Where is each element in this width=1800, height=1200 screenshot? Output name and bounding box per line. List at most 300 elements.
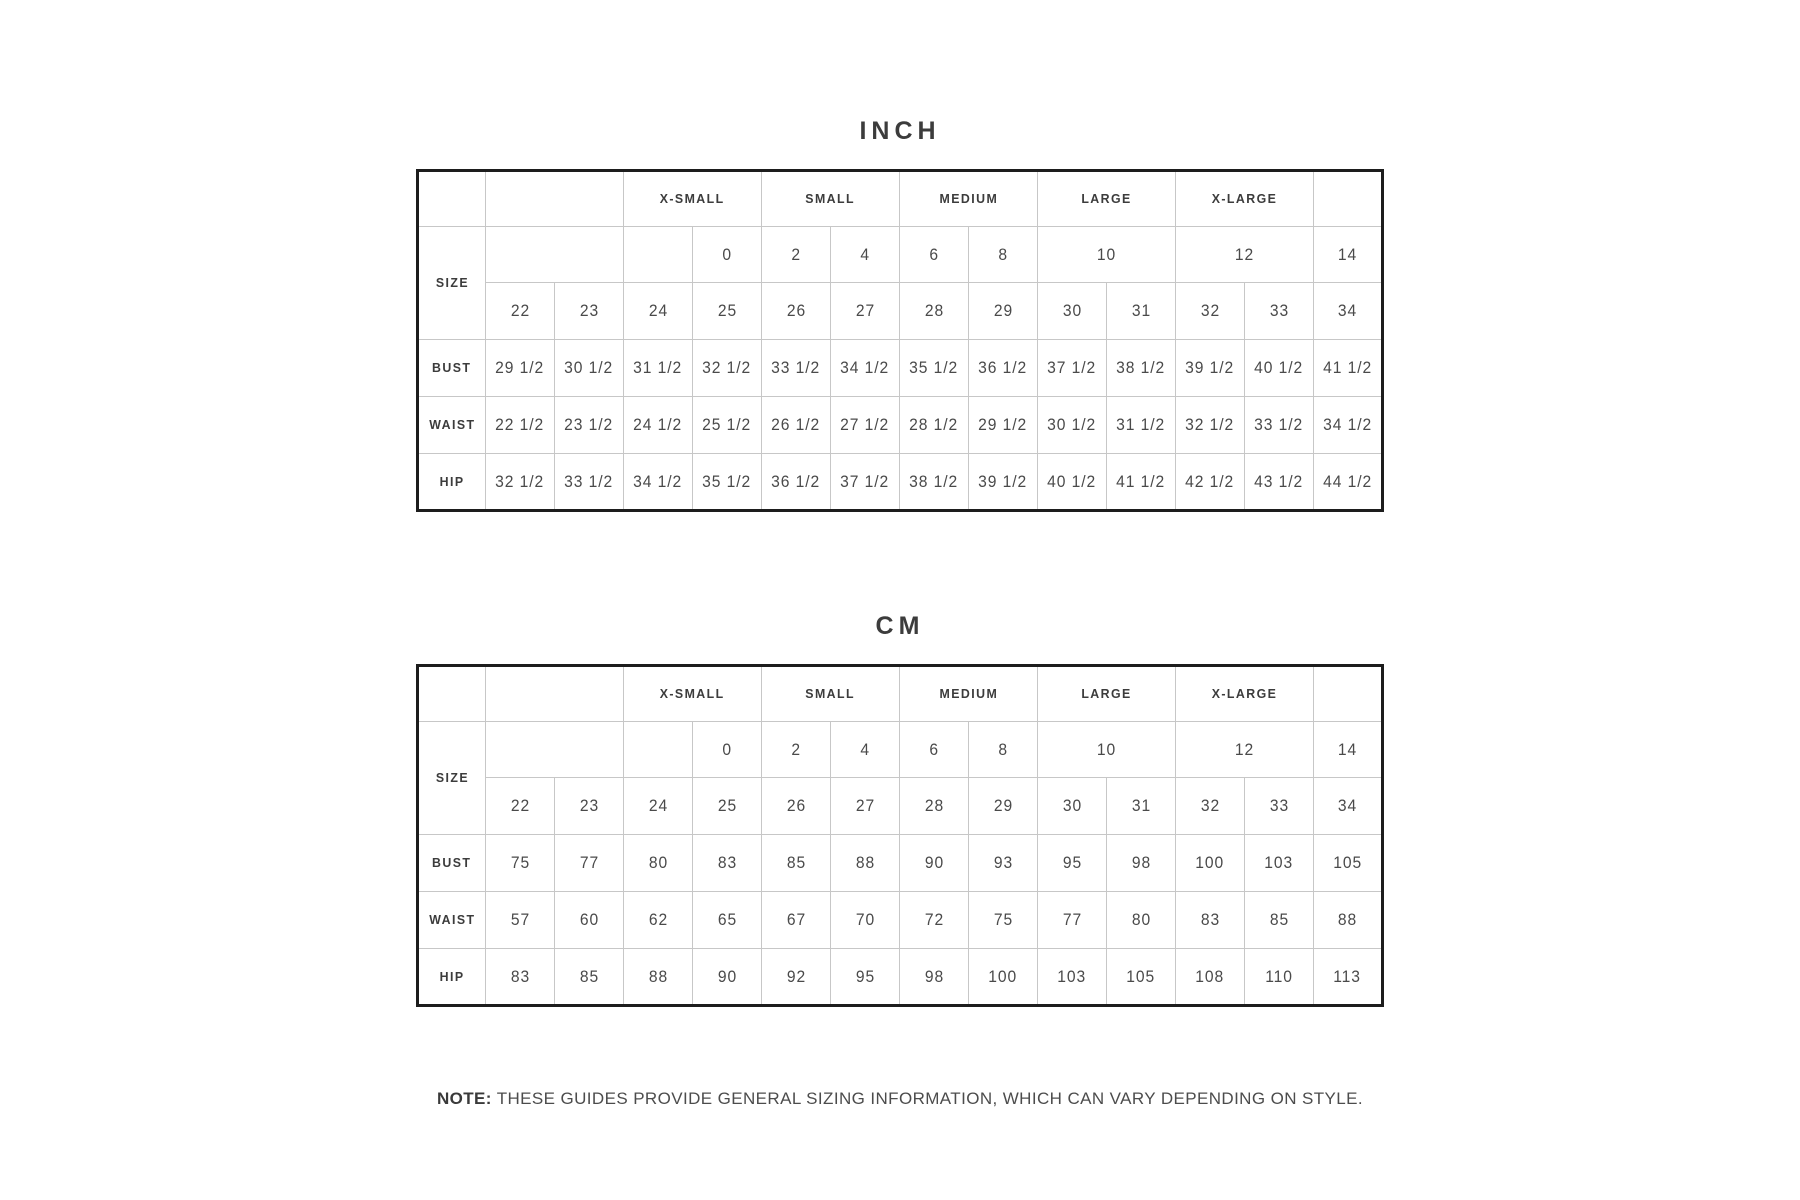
measure-value-cell — [1107, 397, 1176, 454]
measure-value-cell-text: 88 — [855, 853, 875, 872]
us-size-cell — [900, 227, 969, 283]
measure-value-cell-text: 90 — [717, 966, 737, 986]
measure-value-cell — [1038, 892, 1107, 949]
measure-value-cell — [693, 949, 762, 1006]
measure-value-cell-text: 38 1/2 — [909, 471, 959, 491]
measure-value-cell-text: 75 — [993, 910, 1013, 929]
measure-value-cell-text: 62 — [648, 910, 668, 929]
us-size-cell-text: 8 — [998, 244, 1008, 264]
measure-value-cell — [969, 892, 1038, 949]
numeric-size-cell-text: 33 — [1269, 796, 1289, 815]
numeric-size-cell-text: 29 — [993, 796, 1013, 815]
size-row-label-cell — [418, 227, 486, 340]
measure-value-cell — [1176, 835, 1245, 892]
us-size-cell-text: 10 — [1096, 739, 1117, 759]
numeric-size-cell-text: 25 — [717, 796, 737, 815]
measure-value-cell-text: 103 — [1264, 853, 1294, 872]
measure-value-cell — [762, 397, 831, 454]
us-size-cell — [693, 227, 762, 283]
measure-value-cell-text: 100 — [1195, 853, 1225, 872]
size-group-cell — [1038, 171, 1176, 227]
measure-value-cell-text: 88 — [648, 966, 668, 986]
measure-label-cell-text: BUST — [432, 360, 472, 375]
measure-value-cell — [831, 397, 900, 454]
measure-value-cell — [831, 454, 900, 511]
us-size-spacer-cell — [624, 227, 693, 283]
measure-value-cell-text: 85 — [1269, 910, 1289, 929]
measure-value-cell-text: 41 1/2 — [1116, 471, 1166, 491]
numeric-size-cell-text: 29 — [993, 301, 1013, 320]
numeric-size-cell — [486, 283, 555, 340]
corner-cell — [418, 171, 486, 227]
measure-value-cell-text: 22 1/2 — [495, 415, 545, 434]
measure-value-cell-text: 98 — [1131, 853, 1151, 872]
measure-value-cell — [900, 340, 969, 397]
measure-value-cell — [693, 835, 762, 892]
numeric-size-cell-text: 22 — [510, 301, 530, 320]
us-size-cell-text: 2 — [791, 244, 801, 264]
measure-value-cell — [1176, 340, 1245, 397]
measure-value-cell — [969, 949, 1038, 1006]
measure-value-cell — [486, 397, 555, 454]
measure-value-cell — [1245, 892, 1314, 949]
numeric-size-cell — [900, 778, 969, 835]
measure-value-cell-text: 80 — [1131, 910, 1151, 929]
size-group-cell — [624, 666, 762, 722]
numeric-size-cell — [624, 778, 693, 835]
table-row — [418, 892, 1383, 949]
measure-label-cell — [418, 397, 486, 454]
numeric-size-cell — [1038, 778, 1107, 835]
sizing-note-label: NOTE: — [436, 1089, 492, 1108]
measure-value-cell-text: 33 1/2 — [771, 358, 821, 377]
measure-value-cell — [762, 949, 831, 1006]
measure-value-cell — [555, 835, 624, 892]
measure-value-cell — [624, 835, 693, 892]
numeric-size-cell-text: 28 — [924, 796, 944, 815]
measure-value-cell — [624, 340, 693, 397]
measure-value-cell — [693, 397, 762, 454]
numeric-size-cell-text: 30 — [1062, 796, 1082, 815]
measure-value-cell — [1314, 892, 1383, 949]
numeric-size-cell-text: 22 — [510, 796, 530, 815]
measure-value-cell — [1176, 454, 1245, 511]
us-size-spacer-cell — [624, 722, 693, 778]
measure-value-cell — [624, 892, 693, 949]
group-spacer-cell — [486, 666, 624, 722]
size-group-cell-text: LARGE — [1081, 191, 1132, 206]
us-size-cell — [831, 227, 900, 283]
us-size-cell — [1038, 722, 1176, 778]
numeric-size-cell — [1107, 778, 1176, 835]
measure-value-cell — [486, 892, 555, 949]
size-group-cell-text: SMALL — [805, 191, 856, 206]
measure-value-cell-text: 42 1/2 — [1185, 471, 1235, 491]
measure-value-cell — [486, 340, 555, 397]
us-size-cell-text: 4 — [860, 244, 870, 264]
numeric-size-cell — [693, 283, 762, 340]
measure-value-cell-text: 113 — [1333, 966, 1362, 986]
numeric-size-cell — [624, 283, 693, 340]
measure-value-cell-text: 83 — [510, 966, 530, 986]
measure-value-cell-text: 100 — [988, 966, 1018, 986]
numeric-size-cell-text: 31 — [1131, 301, 1151, 320]
us-size-cell-text: 10 — [1096, 244, 1117, 264]
measure-value-cell — [486, 454, 555, 511]
measure-value-cell-text: 85 — [579, 966, 599, 986]
measure-value-cell-text: 23 1/2 — [564, 415, 614, 434]
us-size-cell — [1038, 227, 1176, 283]
us-size-cell-text: 4 — [860, 739, 870, 759]
measure-value-cell — [1038, 397, 1107, 454]
measure-value-cell-text: 32 1/2 — [1185, 415, 1235, 434]
table-row — [418, 227, 1383, 283]
measure-value-cell — [969, 340, 1038, 397]
measure-value-cell — [1107, 340, 1176, 397]
us-size-cell — [1314, 227, 1383, 283]
us-size-cell — [762, 227, 831, 283]
measure-label-cell — [418, 835, 486, 892]
numeric-size-cell — [831, 283, 900, 340]
numeric-size-cell-text: 26 — [786, 301, 806, 320]
numeric-size-cell-text: 27 — [855, 796, 875, 815]
measure-value-cell-text: 67 — [786, 910, 806, 929]
size-group-cell — [900, 171, 1038, 227]
size-group-cell — [624, 171, 762, 227]
numeric-size-cell-text: 31 — [1131, 796, 1151, 815]
sizing-note-text: THESE GUIDES PROVIDE GENERAL SIZING INFORMATION, WHICH CAN VARY DEPENDING ON STYLE. — [496, 1089, 1364, 1108]
measure-value-cell — [1314, 835, 1383, 892]
numeric-size-cell-text: 30 — [1062, 301, 1082, 320]
us-size-cell-text: 6 — [929, 244, 939, 264]
measure-value-cell — [969, 454, 1038, 511]
measure-value-cell-text: 85 — [786, 853, 806, 872]
numeric-size-cell-text: 32 — [1200, 301, 1220, 320]
measure-value-cell-text: 31 1/2 — [633, 358, 683, 377]
measure-value-cell — [1107, 454, 1176, 511]
measure-value-cell-text: 57 — [510, 910, 530, 929]
measure-value-cell-text: 72 — [924, 910, 944, 929]
numeric-size-cell — [969, 283, 1038, 340]
measure-label-cell — [418, 892, 486, 949]
numeric-size-cell — [1245, 778, 1314, 835]
group-spacer-cell — [1314, 666, 1383, 722]
numeric-size-cell-text: 26 — [786, 796, 806, 815]
measure-value-cell — [831, 340, 900, 397]
size-group-cell-text: X-SMALL — [660, 686, 725, 701]
measure-value-cell — [693, 892, 762, 949]
measure-label-cell-text: WAIST — [428, 912, 476, 927]
numeric-size-cell-text: 27 — [855, 301, 875, 320]
measure-value-cell — [831, 835, 900, 892]
numeric-size-cell — [693, 778, 762, 835]
measure-value-cell-text: 41 1/2 — [1322, 358, 1372, 377]
us-size-cell-text: 12 — [1234, 739, 1255, 759]
measure-label-cell — [418, 949, 486, 1006]
numeric-size-cell-text: 25 — [717, 301, 737, 320]
us-size-cell-text: 2 — [791, 739, 801, 759]
measure-value-cell-text: 29 1/2 — [978, 415, 1028, 434]
numeric-size-cell-text: 23 — [579, 301, 599, 320]
group-spacer-cell — [1314, 171, 1383, 227]
measure-value-cell — [900, 835, 969, 892]
size-group-cell-text: X-LARGE — [1211, 191, 1278, 206]
us-size-cell-text: 14 — [1337, 739, 1358, 759]
measure-value-cell-text: 83 — [717, 853, 737, 872]
measure-value-cell — [969, 397, 1038, 454]
size-group-cell — [1176, 666, 1314, 722]
numeric-size-cell-text: 34 — [1337, 796, 1358, 815]
us-size-cell — [693, 722, 762, 778]
us-size-spacer-cell — [486, 722, 624, 778]
measure-value-cell — [900, 454, 969, 511]
us-size-cell — [831, 722, 900, 778]
size-group-cell-text: SMALL — [805, 686, 856, 701]
measure-value-cell-text: 77 — [1062, 910, 1082, 929]
measure-value-cell — [1038, 454, 1107, 511]
measure-value-cell-text: 103 — [1057, 966, 1087, 986]
us-size-cell-text: 8 — [998, 739, 1008, 759]
measure-value-cell-text: 98 — [924, 966, 944, 986]
us-size-cell — [762, 722, 831, 778]
measure-value-cell — [762, 340, 831, 397]
measure-value-cell-text: 34 1/2 — [840, 358, 890, 377]
numeric-size-cell — [486, 778, 555, 835]
measure-value-cell-text: 29 1/2 — [495, 358, 545, 377]
measure-value-cell-text: 40 1/2 — [1047, 471, 1097, 491]
measure-value-cell — [900, 949, 969, 1006]
measure-value-cell-text: 75 — [510, 853, 530, 872]
cm-table-title: CM — [875, 612, 925, 640]
numeric-size-cell — [1314, 778, 1383, 835]
numeric-size-cell — [1038, 283, 1107, 340]
numeric-size-cell-text: 34 — [1337, 301, 1358, 320]
measure-value-cell — [624, 397, 693, 454]
measure-value-cell — [1314, 949, 1383, 1006]
numeric-size-cell — [762, 778, 831, 835]
measure-value-cell-text: 70 — [855, 910, 875, 929]
numeric-size-cell-text: 23 — [579, 796, 599, 815]
table-row — [418, 835, 1383, 892]
measure-value-cell-text: 95 — [855, 966, 875, 986]
measure-value-cell-text: 44 1/2 — [1322, 471, 1372, 491]
measure-value-cell-text: 90 — [924, 853, 944, 872]
measure-value-cell — [1038, 949, 1107, 1006]
us-size-cell-text: 0 — [722, 244, 732, 264]
measure-label-cell — [418, 454, 486, 511]
measure-value-cell — [555, 892, 624, 949]
size-group-cell-text: MEDIUM — [939, 686, 998, 701]
us-size-cell — [1176, 227, 1314, 283]
measure-value-cell-text: 24 1/2 — [633, 415, 683, 434]
measure-value-cell — [555, 949, 624, 1006]
size-group-cell-text: X-LARGE — [1211, 686, 1278, 701]
cm-size-table — [416, 664, 1384, 1007]
measure-value-cell-text: 108 — [1195, 966, 1225, 986]
size-group-cell — [762, 171, 900, 227]
measure-value-cell — [900, 892, 969, 949]
measure-value-cell — [1107, 949, 1176, 1006]
size-group-cell — [1176, 171, 1314, 227]
us-size-cell-text: 14 — [1337, 244, 1358, 264]
size-group-cell-text: MEDIUM — [939, 191, 998, 206]
numeric-size-cell — [831, 778, 900, 835]
measure-value-cell-text: 32 1/2 — [495, 471, 545, 491]
size-group-cell-text: LARGE — [1081, 686, 1132, 701]
corner-cell — [418, 666, 486, 722]
group-spacer-cell — [486, 171, 624, 227]
size-group-cell — [1038, 666, 1176, 722]
measure-value-cell-text: 34 1/2 — [1322, 415, 1372, 434]
measure-label-cell — [418, 340, 486, 397]
measure-value-cell-text: 39 1/2 — [1185, 358, 1235, 377]
sizing-note — [0, 1089, 1800, 1109]
measure-value-cell-text: 77 — [579, 853, 599, 872]
measure-value-cell-text: 31 1/2 — [1116, 415, 1166, 434]
numeric-size-cell-text: 32 — [1200, 796, 1220, 815]
measure-value-cell — [1245, 454, 1314, 511]
measure-value-cell-text: 60 — [579, 910, 599, 929]
measure-value-cell-text: 35 1/2 — [702, 471, 752, 491]
numeric-size-cell — [1176, 283, 1245, 340]
numeric-size-cell — [1314, 283, 1383, 340]
table-row — [418, 340, 1383, 397]
measure-label-cell-text: BUST — [432, 855, 472, 870]
measure-value-cell-text: 30 1/2 — [564, 358, 614, 377]
measure-value-cell — [486, 949, 555, 1006]
measure-value-cell — [900, 397, 969, 454]
us-size-cell — [969, 227, 1038, 283]
size-row-label-cell — [418, 722, 486, 835]
numeric-size-cell — [969, 778, 1038, 835]
measure-value-cell-text: 83 — [1200, 910, 1220, 929]
size-group-cell-text: X-SMALL — [660, 191, 725, 206]
measure-label-cell-text: HIP — [439, 473, 465, 489]
measure-value-cell-text: 43 1/2 — [1254, 471, 1304, 491]
us-size-cell — [1314, 722, 1383, 778]
us-size-cell-text: 6 — [929, 739, 939, 759]
measure-value-cell-text: 36 1/2 — [978, 358, 1028, 377]
measure-value-cell-text: 26 1/2 — [771, 415, 821, 434]
measure-value-cell-text: 39 1/2 — [978, 471, 1028, 491]
inch-table-title: INCH — [859, 117, 941, 145]
measure-value-cell-text: 110 — [1265, 966, 1293, 986]
measure-value-cell-text: 32 1/2 — [702, 358, 752, 377]
measure-value-cell — [1038, 340, 1107, 397]
table-row — [418, 397, 1383, 454]
measure-value-cell-text: 93 — [993, 853, 1013, 872]
table-row — [418, 171, 1383, 227]
measure-value-cell — [1176, 949, 1245, 1006]
measure-value-cell-text: 34 1/2 — [633, 471, 683, 491]
measure-value-cell — [1176, 397, 1245, 454]
measure-label-cell-text: HIP — [439, 968, 465, 984]
numeric-size-cell-text: 33 — [1269, 301, 1289, 320]
size-group-cell — [762, 666, 900, 722]
table-row — [418, 722, 1383, 778]
measure-value-cell — [1107, 835, 1176, 892]
numeric-size-cell — [762, 283, 831, 340]
us-size-cell-text: 0 — [722, 739, 732, 759]
size-row-label-cell-text: SIZE — [435, 275, 469, 290]
measure-value-cell — [693, 340, 762, 397]
numeric-size-cell-text: 24 — [648, 796, 668, 815]
measure-value-cell-text: 37 1/2 — [840, 471, 890, 491]
us-size-cell — [969, 722, 1038, 778]
size-group-cell — [900, 666, 1038, 722]
measure-value-cell — [969, 835, 1038, 892]
table-row — [418, 454, 1383, 511]
measure-value-cell — [1314, 340, 1383, 397]
measure-value-cell-text: 40 1/2 — [1254, 358, 1304, 377]
measure-value-cell — [624, 454, 693, 511]
numeric-size-cell — [1107, 283, 1176, 340]
numeric-size-cell — [555, 283, 624, 340]
table-row — [418, 666, 1383, 722]
measure-value-cell-text: 35 1/2 — [909, 358, 959, 377]
numeric-size-cell — [900, 283, 969, 340]
measure-value-cell — [1245, 340, 1314, 397]
measure-value-cell — [831, 892, 900, 949]
measure-value-cell — [555, 340, 624, 397]
measure-label-cell-text: WAIST — [428, 417, 476, 432]
measure-value-cell — [624, 949, 693, 1006]
measure-value-cell — [693, 454, 762, 511]
table-row — [418, 778, 1383, 835]
numeric-size-cell — [1176, 778, 1245, 835]
measure-value-cell — [486, 835, 555, 892]
measure-value-cell — [555, 397, 624, 454]
measure-value-cell-text: 30 1/2 — [1047, 415, 1097, 434]
numeric-size-cell — [1245, 283, 1314, 340]
measure-value-cell-text: 105 — [1333, 853, 1362, 872]
numeric-size-cell-text: 24 — [648, 301, 668, 320]
measure-value-cell-text: 37 1/2 — [1047, 358, 1097, 377]
measure-value-cell-text: 33 1/2 — [1254, 415, 1304, 434]
measure-value-cell-text: 92 — [786, 966, 806, 986]
us-size-spacer-cell — [486, 227, 624, 283]
measure-value-cell-text: 80 — [648, 853, 668, 872]
measure-value-cell — [1245, 835, 1314, 892]
measure-value-cell — [1176, 892, 1245, 949]
measure-value-cell-text: 88 — [1337, 910, 1358, 929]
table-row — [418, 949, 1383, 1006]
measure-value-cell — [1245, 397, 1314, 454]
measure-value-cell — [762, 892, 831, 949]
measure-value-cell — [1245, 949, 1314, 1006]
us-size-cell-text: 12 — [1234, 244, 1255, 264]
measure-value-cell — [1038, 835, 1107, 892]
measure-value-cell — [1314, 397, 1383, 454]
measure-value-cell — [831, 949, 900, 1006]
measure-value-cell-text: 25 1/2 — [702, 415, 752, 434]
us-size-cell — [900, 722, 969, 778]
table-row — [418, 283, 1383, 340]
size-row-label-cell-text: SIZE — [435, 770, 469, 785]
measure-value-cell-text: 105 — [1126, 966, 1156, 986]
inch-size-table — [416, 169, 1384, 512]
numeric-size-cell-text: 28 — [924, 301, 944, 320]
measure-value-cell — [762, 454, 831, 511]
measure-value-cell — [555, 454, 624, 511]
measure-value-cell-text: 65 — [717, 910, 737, 929]
measure-value-cell-text: 95 — [1062, 853, 1082, 872]
measure-value-cell-text: 27 1/2 — [840, 415, 890, 434]
measure-value-cell-text: 38 1/2 — [1116, 358, 1166, 377]
measure-value-cell-text: 28 1/2 — [909, 415, 959, 434]
measure-value-cell — [762, 835, 831, 892]
measure-value-cell-text: 33 1/2 — [564, 471, 614, 491]
